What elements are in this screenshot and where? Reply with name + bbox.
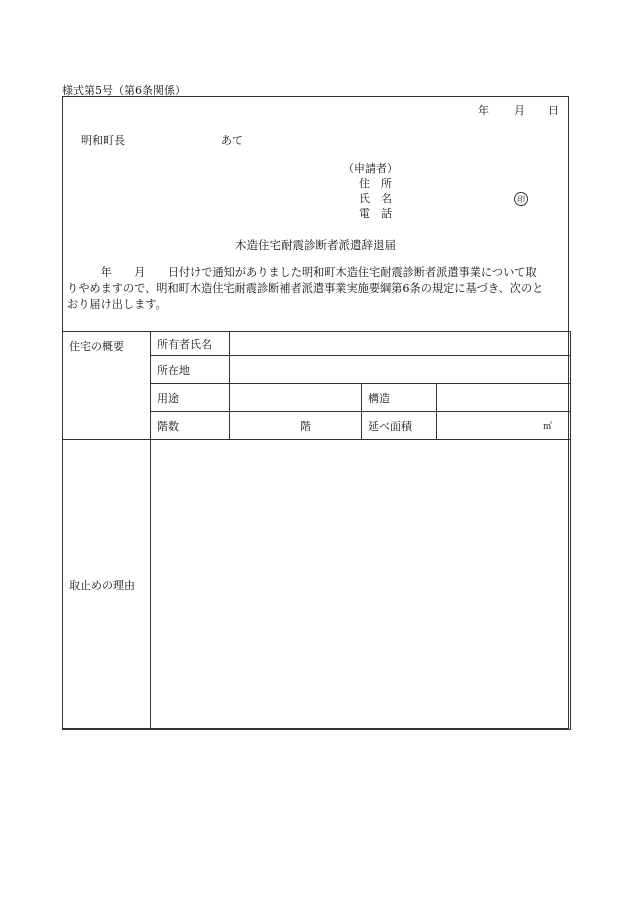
floor-area-label: 延べ面積 (362, 412, 437, 440)
date-month: 月 (514, 104, 525, 117)
floors-unit: 階 (300, 419, 311, 433)
location-label: 所在地 (151, 356, 230, 384)
table-row (63, 440, 571, 730)
reason-label: 取止めの理由 (63, 440, 151, 730)
structure-field[interactable] (437, 384, 571, 412)
name-label: 氏 名 (359, 192, 392, 205)
date-line (478, 102, 558, 118)
body-text (67, 265, 562, 313)
floor-area-field[interactable] (437, 412, 571, 440)
body-line-2: りやめますので、明和町木造住宅耐震診断補者派遣事業実施要綱第6条の規定に基づき、次のと (67, 282, 544, 295)
addressee-suffix: あて (221, 134, 243, 147)
structure-label: 構造 (362, 384, 437, 412)
seal-icon: 印 (514, 192, 528, 206)
table-row (63, 332, 571, 356)
reason-field[interactable] (151, 440, 571, 730)
form-frame (62, 96, 569, 729)
address-label: 住 所 (359, 177, 392, 190)
floors-label: 階数 (151, 412, 230, 440)
owner-field[interactable] (230, 332, 571, 356)
date-year: 年 (478, 104, 489, 117)
overview-label: 住宅の概要 (63, 332, 151, 440)
form-number: 様式第5号（第6条関係） (62, 84, 186, 97)
applicant-heading: （申請者） (343, 162, 398, 175)
addressee-name: 明和町長 (81, 134, 125, 147)
floors-field[interactable] (230, 412, 362, 440)
applicant-block (343, 161, 398, 221)
use-field[interactable] (230, 384, 362, 412)
housing-table (62, 331, 571, 730)
use-label: 用途 (151, 384, 230, 412)
location-field[interactable] (230, 356, 571, 384)
phone-label: 電 話 (359, 207, 392, 220)
body-line-1: 年 月 日付けで通知がありました明和町木造住宅耐震診断者派遣事業について取 (67, 266, 537, 279)
body-line-3: おり届け出します。 (67, 298, 167, 311)
area-unit: ㎡ (543, 422, 553, 432)
document-title: 木造住宅耐震診断者派遣辞退届 (235, 238, 396, 252)
owner-label: 所有者氏名 (151, 332, 230, 356)
date-day: 日 (548, 104, 559, 117)
